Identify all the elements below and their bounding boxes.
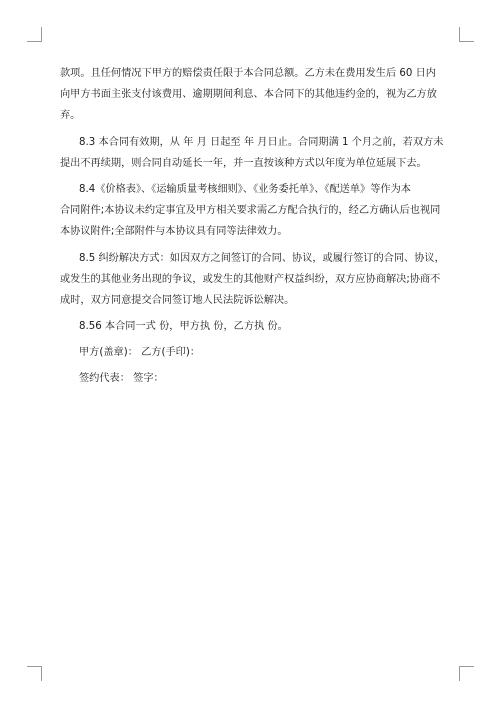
clause-8-3: 8.3 本合同有效期，从 年 月 日起至 年 月日止。合同期满 1 个月之前，若双方未: [79, 136, 444, 148]
text-line: 款项。且任何情况下甲方的赔偿责任限于本合同总额。乙方未在费用发生后 60 日内: [60, 68, 436, 79]
contract-body: [60, 63, 444, 390]
text-line: 向甲方书面主张支付该费用、逾期期间利息、本合同下的其他违约金的，视为乙方放: [60, 89, 437, 101]
crop-mark-top-right: [459, 27, 474, 42]
text-line: 本协议附件;全部附件与本协议具有同等法律效力。: [60, 226, 288, 238]
clause-8-5: 8.5 纠纷解决方式：如因双方之间签订的合同、协议，或履行签订的合同、协议，: [79, 252, 445, 264]
text-line: 弃。: [60, 110, 81, 122]
text-line: 成时，双方同意提交合同签订地人民法院诉讼解决。: [60, 294, 295, 306]
representative-signature-line: 签约代表： 签字：: [79, 373, 164, 385]
text-line: 合同附件;本协议未约定事宜及甲方相关要求需乙方配合执行的，经乙方确认后也视同: [60, 205, 441, 217]
text-line: 提出不再续期，则合同自动延长一年，并一直按该种方式以年度为单位延展下去。: [60, 157, 427, 169]
party-signature-line: 甲方(盖章)： 乙方(手印)：: [79, 347, 201, 359]
crop-mark-bottom-left: [27, 666, 42, 681]
clause-8-56: 8.56 本合同一式 份，甲方执 份，乙方执 份。: [79, 321, 288, 333]
crop-mark-bottom-right: [459, 666, 474, 681]
text-line: 或发生的其他业务出现的争议，或发生的其他财产权益纠纷，双方应协商解决;协商不: [60, 273, 441, 285]
clause-8-4: 8.4《价格表》、《运输质量考核细则》、《业务委托单》、《配送单》等作为本: [79, 183, 411, 195]
crop-mark-top-left: [27, 27, 42, 42]
